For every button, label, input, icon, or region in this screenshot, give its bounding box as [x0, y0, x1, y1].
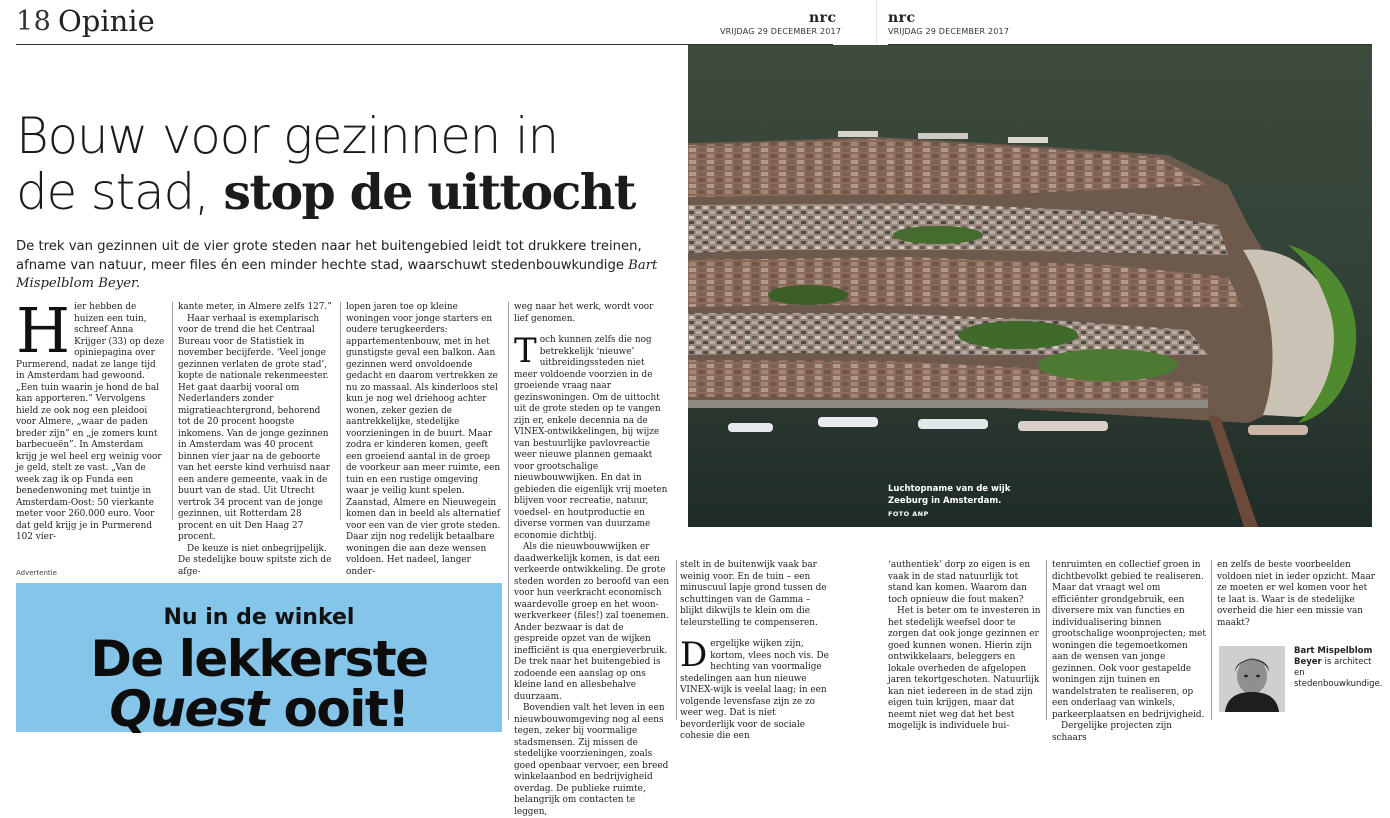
article-column-2 — [178, 302, 334, 577]
headline — [16, 108, 681, 220]
paragraph: weg naar het werk, wordt voor lief genomen. — [514, 302, 654, 324]
issue-date-right: VRIJDAG 29 DECEMBER 2017 — [888, 27, 1010, 36]
headline-bold: stop de uittocht — [223, 163, 635, 221]
paragraph: Bovendien valt het leven in een nieuwbouwomgeving nog al eens tegen, zeker bij voormalige stadsmensen. Zij missen de stedelijke voorzieningen, zoals goed openbaar vervoer, een breed winkelaanbod en bedrijvigheid overdag. De publieke ruimte, belangrijk om contacten te leggen, — [514, 703, 669, 817]
ad-headline-rest: ooit! — [267, 680, 409, 738]
photo-credit: FOTO ANP — [888, 510, 929, 518]
headline-light-1: Bouw voor gezinnen in — [16, 107, 559, 165]
article-column-7 — [1052, 560, 1206, 743]
drop-cap: D — [680, 635, 708, 675]
ad-tagline: Nu in de winkel — [163, 605, 355, 630]
paragraph-text: och kunnen zelfs die nog betrekkelijk ‘nieuwe’ uitbreidingssteden niet meer voldoende voorzien in de groeiende vraag naar gezinswoningen. Om de uittocht uit de grote steden op te vangen zijn er, enkele decennia na de VINEX-ontwikkelingen, bij wijze van bestuurlijke pavlovreactie weer nieuwe plannen gemaakt voor grootschalige nieuwbouwwijken. En dat in gebieden die eigenlijk vrij moeten blijven voor recreatie, natuur, voedsel- en houtproductie en diverse vormen van duurzame economie dichtbij. — [514, 335, 668, 541]
column-divider — [1046, 560, 1047, 720]
standfirst-text: De trek van gezinnen uit de vier grote steden naar het buitengebied leidt tot drukkere treinen, afname van natuur, meer files én een minder hechte stad, waarschuwt stedenbouwkundige — [16, 239, 642, 273]
advertisement-banner[interactable] — [16, 583, 502, 738]
paragraph: ‘authentiek’ dorp zo eigen is en vaak in de stad natuurlijk tot stand kan komen. Waarom dan toch opnieuw die fout maken? — [888, 560, 1031, 605]
aerial-photo-illustration — [688, 45, 1372, 527]
ad-headline-1: De lekkerste — [90, 630, 428, 688]
section-title: Opinie — [58, 4, 155, 38]
paragraph: tenruimten en collectief groen in dichtbevolkt gebied te realiseren. Maar dat vraagt wel om efficiënter grondgebruik, een diversere mix van functies en individualisering binnen grootschalige woonprojecten; met woningen die tegemoetkomen aan de wensen van jonge gezinnen. Ook voor gestapelde woningen zijn tuinen en wandelstraten te realiseren, op een onderlaag van winkels, parkeerplaatsen en bedrijvigheid. — [1052, 560, 1206, 720]
column-divider — [508, 302, 509, 720]
caption-line: Luchtopname van de wijk — [888, 484, 1011, 494]
author-name: Bart Mispelblom Beyer — [1294, 646, 1373, 667]
article-column-8 — [1217, 560, 1377, 630]
article-column-4 — [514, 302, 670, 817]
brand-logo-right: nrc — [888, 10, 916, 26]
paragraph — [514, 331, 670, 542]
paragraph — [16, 294, 166, 544]
page-number: 18 — [16, 6, 52, 37]
column-divider — [676, 560, 677, 720]
article-column-5 — [680, 560, 830, 741]
page-fold — [876, 0, 877, 45]
issue-date-left: VRIJDAG 29 DECEMBER 2017 — [720, 27, 842, 36]
paragraph-text: ier hebben de huizen een tuin, schreef Anna Krijger (33) op deze opiniepagina over Purmerend, nadat ze lange tijd in Amsterdam had gewoond. „Een tuin waarin je hond de bal kan apporteren.” Vervolgens hield ze ook nog een pleidooi voor Almere, „waar de paden breder zijn” en „je zomers kunt barbecueën”. In Amsterdam krijg je wel heel erg weinig voor je geld, stelt ze vast. „Van de week zag ik op Funda een benedenwoning met tuintje in Amsterdam-Oost: 50 vierkante meter voor 260.000 euro. Voor dat geld krijg je in Purmerend 102 vier- — [16, 302, 165, 542]
article-column-6 — [888, 560, 1042, 731]
ad-brand: Quest — [109, 680, 268, 738]
article-column-1 — [16, 294, 166, 542]
aerial-photo — [688, 45, 1372, 527]
column-divider — [172, 302, 173, 520]
paragraph: lopen jaren toe op kleine woningen voor jonge starters en oudere terugkeerders: appartementenbouw, met in het gunstigste geval een balkon. Aan gezinnen werd onvoldoende gedacht en daarom vertrekken ze nu zo massaal. Als kinderloos stel kun je nog wel driehoog achter wonen, zeker gezien de aantrekkelijke, stedelijke voorzieningen in de buurt. Maar zodra er kinderen komen, geeft een groeiend aantal in de groep de voorkeur aan meer ruimte, een tuin en een rustige omgeving waar je veilig kunt spelen. Zaanstad, Almere en Nieuwegein komen dan in beeld als alternatief voor een van de vier grote steden. Daar zijn nog redelijk betaalbare woningen die aan deze wensen voldoen. Het nadeel, langer onder- — [346, 302, 501, 577]
brand-logo-left: nrc — [809, 10, 837, 26]
ad-headline-2 — [16, 680, 502, 738]
paragraph: stelt in de buitenwijk vaak bar weinig voor. En de tuin – een minuscuul lapje grond tussen de schuttingen van de Gamma – blijkt dikwijls te klein om die teleurstelling te compenseren. — [680, 560, 827, 628]
paragraph-text: ergelijke wijken zijn, kortom, vlees noch vis. De hechting van voormalige stedelingen aan hun nieuwe VINEX-wijk is veelal laag; in een volgende levensfase zijn ze zo weer weg. Dat is niet bevorderlijk voor de sociale cohesie die een — [680, 639, 829, 741]
author-bio — [1294, 646, 1383, 690]
paragraph: Als die nieuwbouwwijken er daadwerkelijk komen, is dat een verkeerde ontwikkeling. De grote steden worden zo beroofd van een voor hun veerkracht economisch waardevolle groep en het woon-werkverkeer (files!) zal toenemen. Ander bezwaar is dat de gespreide opzet van de wijken inefficiënt is qua energieverbruik. De trek naar het buitengebied is zodoende een aanslag op ons kleine land en allesbehalve duurzaam. — [514, 542, 670, 702]
caption-line: Zeeburg in Amsterdam. — [888, 495, 1002, 506]
standfirst — [16, 238, 688, 294]
advertisement-label: Advertentie — [16, 569, 57, 577]
article-column-3 — [346, 302, 502, 577]
paragraph: kante meter, in Almere zelfs 127.” — [178, 302, 332, 312]
photo-caption — [888, 484, 1010, 507]
column-divider — [340, 302, 341, 520]
paragraph: Haar verhaal is exemplarisch voor de trend die het Centraal Bureau voor de Statistiek in november becijferde. ‘Veel jonge gezinnen verlaten de grote stad’, kopte de nationale rekenmeester. Het gaat daarbij vooral om Nederlanders zonder migratieachtergrond, behorend tot de 20 procent hoogste inkomens. Van de jonge gezinnen in Amsterdam was 40 procent binnen vier jaar na de geboorte van het eerste kind verhuisd naar een andere gemeente, vaak in de buurt van de stad. Uit Utrecht vertrok 34 procent van de jonge gezinnen, uit Rotterdam 28 procent en uit Den Haag 27 procent. — [178, 313, 330, 542]
paragraph: De keuze is niet onbegrijpelijk. De stedelijke bouw spitste zich de afge- — [178, 543, 332, 577]
author-portrait — [1219, 646, 1285, 712]
author-portrait-illustration — [1219, 646, 1285, 712]
paragraph: en zelfs de beste voorbeelden voldoen niet in ieder opzicht. Maar ze moeten er wel komen voor het te laat is. Waar is de stedelijke overheid die hier een missie van maakt? — [1217, 560, 1376, 628]
paragraph: Dergelijke projecten zijn schaars — [1052, 721, 1173, 743]
paragraph — [680, 635, 830, 743]
headline-light-2: de stad, — [16, 163, 224, 221]
standfirst-author: Bart Mispelblom Beyer. — [16, 257, 658, 291]
author-description: is architect en stedenbouwkundige. — [1294, 657, 1383, 689]
drop-cap: H — [16, 294, 71, 367]
column-divider — [1211, 560, 1212, 720]
paragraph: Het is beter om te investeren in het stedelijk weefsel door te zorgen dat ook jonge gezinnen er goed kunnen wonen. Hierin zijn ontwikkelaars, beleggers en lokale overheden de afgelopen jaren tekortgeschoten. Natuurlijk kan niet iedereen in de stad zijn eigen tuin krijgen, maar dat neemt niet weg dat het best mogelijk is individuele bui- — [888, 606, 1041, 731]
drop-cap: T — [514, 331, 537, 371]
